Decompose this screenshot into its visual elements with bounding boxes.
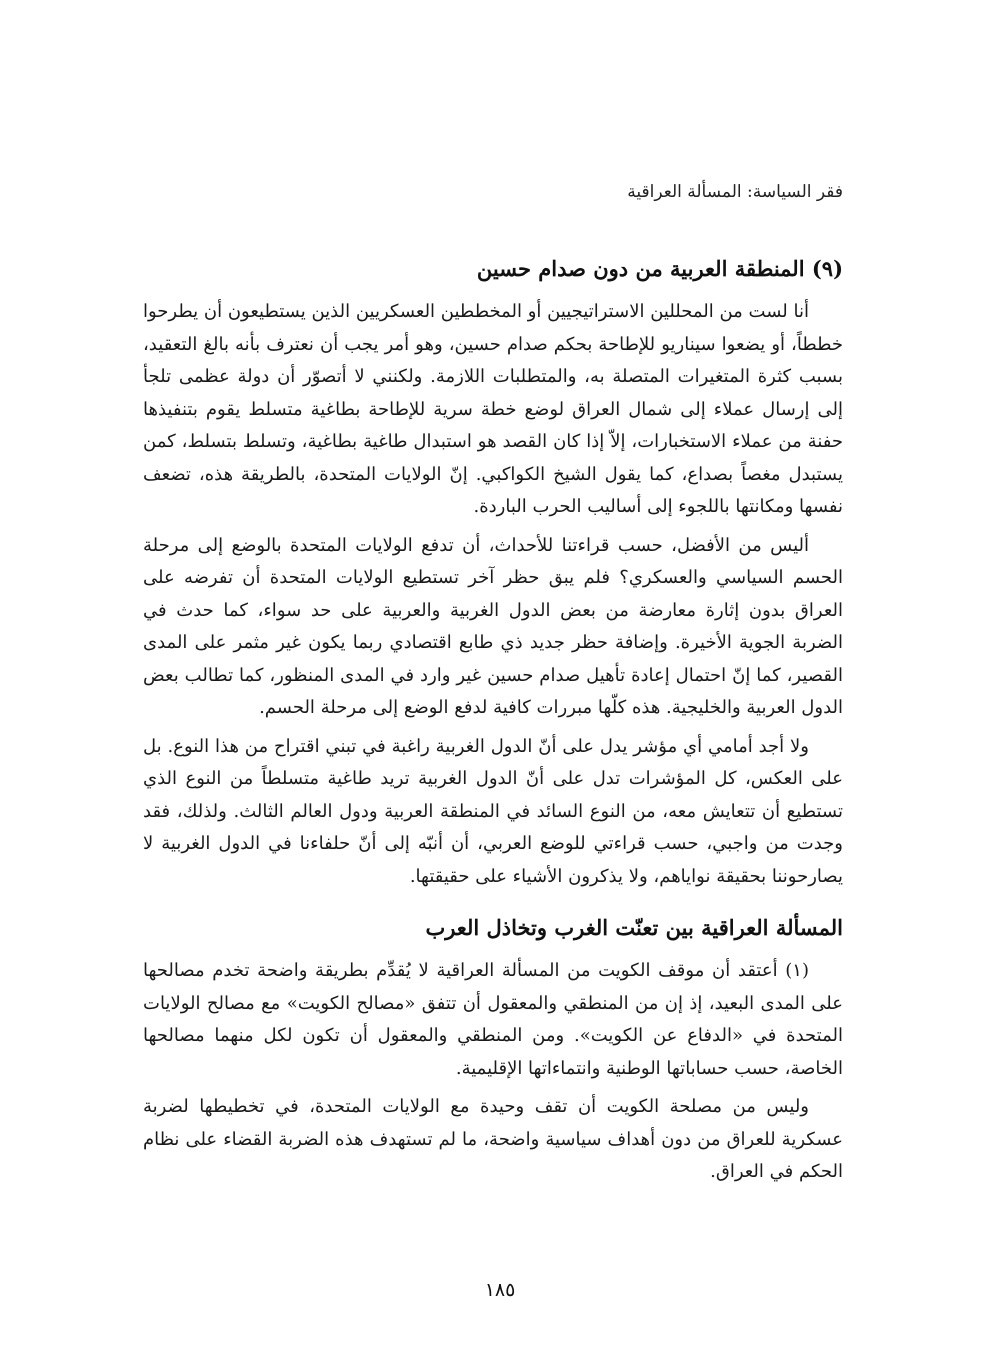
paragraph: وليس من مصلحة الكويت أن تقف وحيدة مع الولايات المتحدة، في تخطيطها لضربة عسكرية للعراق من دون أهداف سياسية واضحة، ما لم تستهدف هذه الضربة القضاء على نظام الحكم في العراق. bbox=[143, 1096, 843, 1182]
section-iraqi-question bbox=[143, 911, 843, 1189]
section-heading: المسألة العراقية بين تعنّت الغرب وتخاذل العرب bbox=[425, 915, 843, 940]
paragraph: (١) أعتقد أن موقف الكويت من المسألة العراقية لا يُقدِّم بطريقة واضحة تخدم مصالحها على المدى البعيد، إذ إن من المنطقي والمعقول أن تتفق «مصالح الكويت» مع مصالح الولايات المتحدة في «الدفاع عن الكويت». ومن المنطقي والمعقول أن تكون لكل منهما مصالحها الخاصة، حسب حساباتها الوطنية وانتماءاتها الإقليمية. bbox=[143, 960, 843, 1079]
paragraph: ولا أجد أمامي أي مؤشر يدل على أنّ الدول الغربية راغبة في تبني اقتراح من هذا النوع. بل على العكس، كل المؤشرات تدل على أنّ الدول الغربية تريد طاغية متسلطاً من النوع الذي تستطيع أن تتعايش معه، من النوع السائد في المنطقة العربية ودول العالم الثالث. ولذلك، فقد وجدت من واجبي، حسب قراءتي للوضع العربي، أن أنبّه إلى أنّ حلفاءنا في الدول الغربية لا يصارحوننا بحقيقة نواياهم، ولا يذكرون الأشياء على حقيقتها. bbox=[143, 735, 843, 887]
section-arab-region bbox=[143, 252, 843, 893]
page-number: ١٨٥ bbox=[484, 1279, 516, 1301]
paragraph: أنا لست من المحللين الاستراتيجيين أو المخططين العسكريين الذين يستطيعون أن يطرحوا خططاً، أو يضعوا سيناريو للإطاحة بحكم صدام حسين، وهو أمر يجب أن نعترف بأنه بالغ التعقيد، بسبب كثرة المتغيرات المتصلة به، والمتطلبات اللازمة. ولكنني لا أتصوّر أن دولة عظمى تلجأ إلى إرسال عملاء إلى شمال العراق لوضع خطة سرية للإطاحة بطاغية متسلط يقوم بتنفيذها حفنة من عملاء الاستخبارات، إلاّ إذا كان القصد هو استبدال طاغية بطاغية، وتسلط بتسلط، كمن يستبدل مغصاً بصداع، كما يقول الشيخ الكواكبي. إنّ الولايات المتحدة، بالطريقة هذه، تضعف نفسها ومكانتها باللجوء إلى أساليب الحرب الباردة. bbox=[143, 301, 843, 517]
page-body bbox=[143, 252, 843, 1195]
paragraph: أليس من الأفضل، حسب قراءتنا للأحداث، أن تدفع الولايات المتحدة بالوضع إلى مرحلة الحسم السياسي والعسكري؟ فلم يبق حظر آخر تستطيع الولايات المتحدة أن تفرضه على العراق بدون إثارة معارضة من بعض الدول الغربية والعربية على حد سواء، كما حدث في الضربة الجوية الأخيرة. وإضافة حظر جديد ذي طابع اقتصادي ربما يكون غير مثمر على المدى القصير، كما إنّ احتمال إعادة تأهيل صدام حسين غير وارد في المدى المنظور، كما تطالب بعض الدول العربية والخليجية. هذه كلّها مبررات كافية لدفع الوضع إلى مرحلة الحسم. bbox=[143, 534, 843, 718]
section-heading: (٩) المنطقة العربية من دون صدام حسين bbox=[476, 256, 843, 281]
running-header: فقر السياسة: المسألة العراقية bbox=[627, 182, 843, 202]
